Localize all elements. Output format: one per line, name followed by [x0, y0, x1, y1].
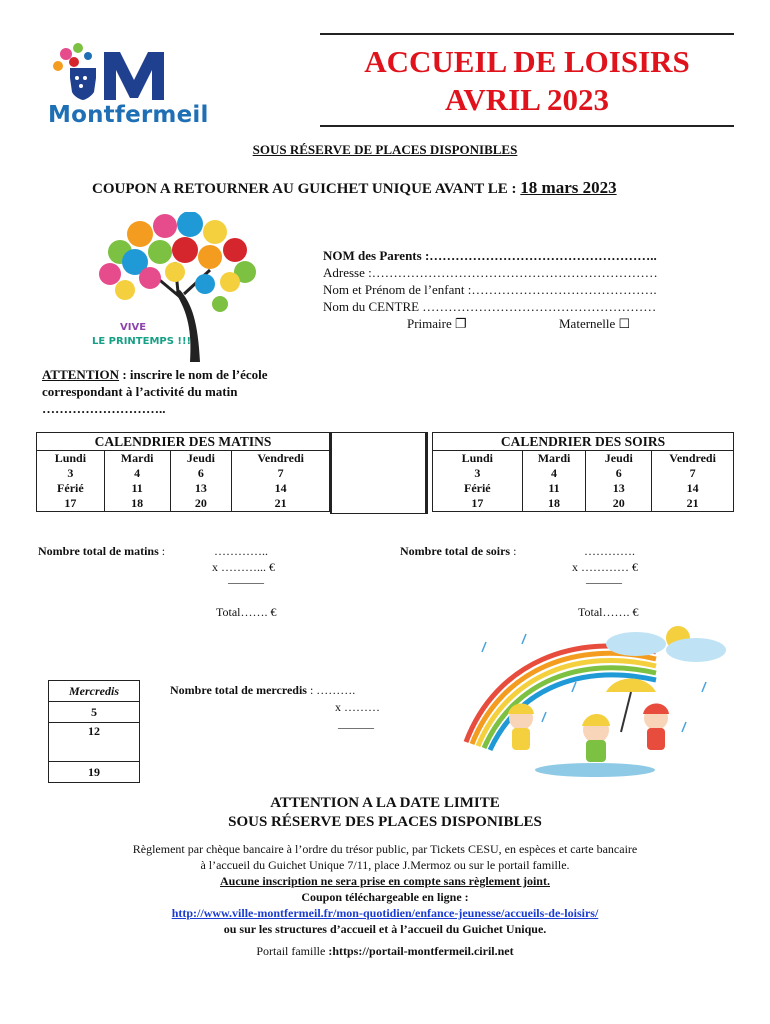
day-header: Mardi	[104, 451, 170, 467]
title-line-1: ACCUEIL DE LOISIRS	[364, 44, 690, 79]
date-cell[interactable]: 17	[37, 496, 105, 512]
calendar-mornings	[36, 432, 330, 512]
deadline-warning-line-1: ATTENTION A LA DATE LIMITE	[270, 795, 500, 811]
child-name-field[interactable]: Nom et Prénom de l’enfant :…………………………………….	[323, 282, 657, 297]
total-mornings-colon: :	[158, 544, 166, 558]
date-cell[interactable]: 3	[433, 466, 523, 481]
coupon-online-label: Coupon téléchargeable en ligne :	[301, 890, 469, 904]
date-cell[interactable]: 13	[586, 481, 652, 496]
tree-caption-1: VIVE	[120, 322, 147, 333]
logo-text: Montfermeil	[48, 102, 209, 128]
calendar-separator	[330, 432, 428, 514]
date-cell[interactable]: 11	[522, 481, 586, 496]
reserve-notice: SOUS RÉSERVE DE PLACES DISPONIBLES	[252, 142, 518, 157]
flower-tree-icon	[80, 212, 275, 362]
total-evenings-label-text: Nombre total de soirs	[400, 544, 511, 558]
date-cell[interactable]: 11	[104, 481, 170, 496]
title-line-2: AVRIL 2023	[445, 82, 609, 117]
payment-line-1: Règlement par chèque bancaire à l’ordre du trésor public, par Tickets CESU, en espèces et carte bancaire	[132, 842, 638, 856]
page-title	[320, 43, 734, 119]
day-header: Jeudi	[170, 451, 232, 467]
date-cell[interactable]: 13	[170, 481, 232, 496]
total-mornings-total[interactable]: Total……. €	[216, 605, 277, 619]
total-evenings-colon: :	[510, 544, 517, 558]
title-box	[320, 33, 734, 127]
deadline-warning-line-2: SOUS RÉSERVE DES PLACES DISPONIBLES	[228, 814, 542, 830]
total-mornings-label-text: Nombre total de matins	[38, 544, 159, 558]
family-portal-link[interactable]: :https://portail-montfermeil.ciril.net	[328, 944, 514, 958]
date-cell[interactable]: 6	[586, 466, 652, 481]
calendar-evenings-title: CALENDRIER DES SOIRS	[433, 433, 734, 451]
total-mornings-label	[38, 544, 165, 559]
attention-label: ATTENTION	[42, 367, 120, 382]
total-wednesdays-label	[170, 683, 355, 698]
wednesdays-table	[48, 680, 140, 783]
date-cell[interactable]: 14	[232, 481, 330, 496]
wednesday-date[interactable]: 12	[49, 723, 140, 762]
wednesdays-block	[48, 680, 140, 783]
date-cell[interactable]: 18	[104, 496, 170, 512]
coupon-text: COUPON A RETOURNER AU GUICHET UNIQUE AVANT LE :	[92, 181, 521, 197]
kids-umbrella-icon	[456, 622, 734, 782]
total-evenings-multiplier[interactable]: x ………… €	[572, 560, 638, 574]
centre-field[interactable]: Nom du CENTRE ………………………………………………	[323, 299, 657, 314]
coupon-date: 18 mars 2023	[520, 178, 617, 197]
day-header: Mardi	[522, 451, 586, 467]
primaire-checkbox[interactable]: Primaire ❐	[407, 316, 467, 331]
payment-info	[0, 841, 770, 937]
day-header: Jeudi	[586, 451, 652, 467]
parents-name-field[interactable]: NOM des Parents :……………………………………………..	[323, 248, 657, 263]
date-cell[interactable]: 7	[652, 466, 734, 481]
payment-line-2: à l’accueil du Guichet Unique 7/11, place J.Mermoz ou sur le portail famille.	[200, 858, 570, 872]
family-portal-label: Portail famille	[256, 944, 329, 958]
day-header: Vendredi	[232, 451, 330, 467]
date-cell[interactable]: 20	[586, 496, 652, 512]
total-mornings-count[interactable]: …………..	[214, 544, 268, 558]
wednesdays-header: Mercredis	[49, 681, 140, 702]
day-header: Vendredi	[652, 451, 734, 467]
total-wednesdays-label-text: Nombre total de mercredis	[170, 683, 307, 697]
date-cell[interactable]: 4	[104, 466, 170, 481]
date-cell[interactable]: 21	[652, 496, 734, 512]
coupon-download-link[interactable]: http://www.ville-montfermeil.fr/mon-quotidien/enfance-jeunesse/accueils-de-loisirs/	[171, 906, 599, 920]
wednesday-date[interactable]: 5	[49, 702, 140, 723]
day-header: Lundi	[37, 451, 105, 467]
total-wednesdays-count[interactable]: : ……….	[306, 683, 356, 697]
total-evenings-total[interactable]: Total……. €	[578, 605, 639, 619]
total-wednesdays-line: ———	[338, 720, 374, 734]
wednesday-date[interactable]: 19	[49, 762, 140, 783]
total-evenings-label	[400, 544, 516, 559]
logo-emblem-icon	[48, 40, 213, 110]
total-wednesdays-multiplier[interactable]: x ………	[335, 700, 380, 714]
date-cell: Férié	[433, 481, 523, 496]
day-header: Lundi	[433, 451, 523, 467]
calendar-evenings-table	[432, 432, 734, 512]
deadline-warning	[0, 794, 770, 832]
calendar-evenings	[432, 432, 734, 512]
total-mornings-line: ———	[228, 575, 264, 589]
structures-note: ou sur les structures d’accueil et à l’accueil du Guichet Unique.	[223, 922, 547, 936]
total-evenings-line: ———	[586, 575, 622, 589]
date-cell[interactable]: 21	[232, 496, 330, 512]
attention-text: : inscrire le nom de l’école correspondant à l’activité du matin ………………………..	[42, 367, 268, 416]
date-cell[interactable]: 7	[232, 466, 330, 481]
date-cell[interactable]: 17	[433, 496, 523, 512]
level-choice-row	[323, 315, 658, 332]
attention-school-note	[42, 366, 282, 417]
address-field[interactable]: Adresse :…………………………………………………………	[323, 265, 658, 280]
calendar-mornings-title: CALENDRIER DES MATINS	[37, 433, 330, 451]
date-cell: Férié	[37, 481, 105, 496]
tree-caption-2: LE PRINTEMPS !!!	[92, 336, 192, 347]
coupon-deadline	[92, 178, 617, 198]
family-portal	[0, 944, 770, 959]
montfermeil-logo	[48, 40, 213, 135]
kids-rain-illustration	[456, 622, 734, 782]
total-mornings-multiplier[interactable]: x ………... €	[212, 560, 275, 574]
maternelle-checkbox[interactable]: Maternelle ☐	[559, 316, 631, 331]
date-cell[interactable]: 20	[170, 496, 232, 512]
date-cell[interactable]: 3	[37, 466, 105, 481]
parent-info-form	[323, 247, 658, 332]
calendar-mornings-table	[36, 432, 330, 512]
no-inscription-warning: Aucune inscription ne sera prise en compte sans règlement joint.	[220, 874, 550, 888]
date-cell[interactable]: 14	[652, 481, 734, 496]
date-cell[interactable]: 4	[522, 466, 586, 481]
date-cell[interactable]: 6	[170, 466, 232, 481]
spring-tree-illustration	[80, 212, 275, 362]
date-cell[interactable]: 18	[522, 496, 586, 512]
total-evenings-count[interactable]: ………….	[584, 544, 635, 558]
